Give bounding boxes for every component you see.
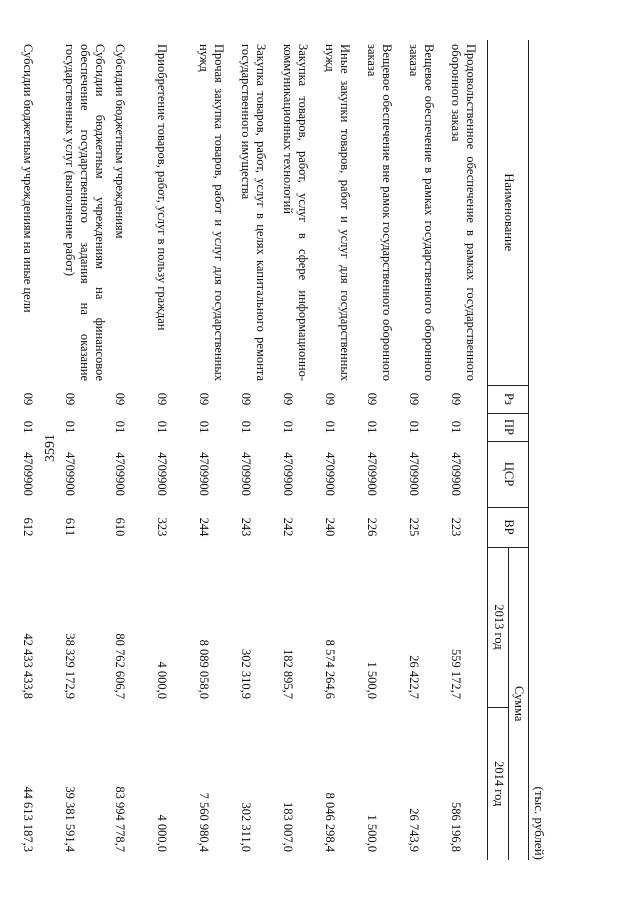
- row-rz-cell: 09: [448, 392, 463, 406]
- row-2013-cell: 38 329 172,9: [63, 633, 77, 699]
- row-name-cell: Субсидии бюджетным учреждениям: [112, 44, 127, 239]
- table-row: [446, 40, 489, 860]
- row-name-cell: Вещевое обеспечение вне рамок государственного оборонного заказа: [364, 44, 394, 381]
- row-csr-cell: 4709900: [196, 452, 211, 496]
- row-name-cell: Продовольственное обеспечение в рамках государственного оборонного заказа: [448, 44, 478, 381]
- header-rz: Рз: [488, 385, 529, 413]
- row-pr-cell: 01: [280, 420, 295, 434]
- row-rz-cell: 09: [112, 392, 127, 406]
- header-csr: ЦСР: [488, 441, 529, 507]
- row-pr-cell: 01: [448, 420, 463, 434]
- row-name-cell: Вещевое обеспечение в рамках государственного оборонного заказа: [406, 44, 436, 381]
- row-csr-cell: 4709900: [112, 452, 127, 496]
- header-name: Наименование: [488, 40, 529, 385]
- header-vr: ВР: [488, 507, 529, 547]
- row-pr-cell: 01: [322, 420, 337, 434]
- row-2014-cell: 83 994 778,7: [112, 786, 127, 852]
- row-2013-cell: 26 422,7: [406, 655, 421, 699]
- row-2014-cell: 7 560 980,4: [196, 792, 211, 852]
- row-2014-cell: 1 500,0: [364, 814, 379, 852]
- row-name-cell: Приобретение товаров, работ, услуг в пользу граждан: [154, 44, 169, 331]
- row-2014-cell: 183 007,0: [280, 802, 295, 852]
- row-csr-cell: 4709900: [406, 452, 421, 496]
- table-row: [362, 40, 404, 860]
- row-rz-cell: 09: [154, 392, 169, 406]
- row-vr-cell: 240: [322, 517, 337, 537]
- row-rz-cell: 09: [238, 392, 253, 406]
- row-csr-cell: 4709900: [63, 452, 77, 496]
- row-vr-cell: 610: [112, 517, 127, 537]
- row-vr-cell: 244: [196, 517, 211, 537]
- row-rz-cell: 09: [406, 392, 421, 406]
- row-2014-cell: 44 613 187,3: [21, 786, 35, 852]
- row-2013-cell: 4 000,0: [154, 661, 169, 699]
- budget-table: [18, 40, 529, 860]
- row-rz-cell: 09: [364, 392, 379, 406]
- row-name-cell: Прочая закупка товаров, работ и услуг для государственных нужд: [196, 44, 226, 381]
- row-csr-cell: 4709900: [21, 452, 35, 496]
- table-row: [404, 40, 446, 860]
- page-number: 3591: [43, 434, 58, 462]
- row-2013-cell: 8 574 264,6: [322, 639, 337, 699]
- row-vr-cell: 226: [364, 517, 379, 537]
- row-pr-cell: 01: [196, 420, 211, 434]
- row-2014-cell: 4 000,0: [154, 814, 169, 852]
- row-rz-cell: 09: [322, 392, 337, 406]
- units-note: (тыс. рублей): [532, 786, 547, 860]
- header-pr: ПР: [488, 413, 529, 441]
- row-name-cell: Закупка товаров, работ, услуг в сфере информационно-коммуникационных технологий: [280, 44, 310, 381]
- row-2013-cell: 182 895,7: [280, 649, 295, 699]
- row-rz-cell: 09: [21, 392, 35, 406]
- row-2014-cell: 586 196,8: [448, 802, 463, 852]
- row-2013-cell: 1 500,0: [364, 661, 379, 699]
- table-row: [194, 40, 236, 860]
- row-2013-cell: 8 089 058,0: [196, 639, 211, 699]
- row-rz-cell: 09: [63, 392, 77, 406]
- row-2014-cell: 302 311,0: [238, 802, 253, 852]
- row-2013-cell: 42 433 433,8: [21, 633, 35, 699]
- row-csr-cell: 4709900: [280, 452, 295, 496]
- table-header: [488, 40, 529, 860]
- row-name-cell: Субсидии бюджетным учреждениям на финансовое обеспечение государственного задания на оказание государственных услуг (выполнение работ): [63, 44, 108, 381]
- row-2014-cell: 39 381 591,4: [63, 786, 77, 852]
- row-pr-cell: 01: [238, 420, 253, 434]
- table-row: [18, 40, 60, 860]
- row-csr-cell: 4709900: [322, 452, 337, 496]
- row-pr-cell: 01: [406, 420, 421, 434]
- row-rz-cell: 09: [196, 392, 211, 406]
- row-name-cell: Субсидии бюджетным учреждениям на иные цели: [21, 44, 35, 313]
- row-vr-cell: 225: [406, 517, 421, 537]
- row-2013-cell: 559 172,7: [448, 649, 463, 699]
- row-csr-cell: 4709900: [364, 452, 379, 496]
- row-pr-cell: 01: [154, 420, 169, 434]
- row-vr-cell: 223: [448, 517, 463, 537]
- row-csr-cell: 4709900: [238, 452, 253, 496]
- row-name-cell: Закупка товаров, работ, услуг в целях капитального ремонта государственного имущества: [238, 44, 268, 381]
- row-vr-cell: 242: [280, 517, 295, 537]
- table-row: [152, 40, 194, 860]
- header-2014: 2014 год: [488, 707, 508, 860]
- row-pr-cell: 01: [63, 420, 77, 434]
- table-row: [236, 40, 278, 860]
- table-body: [18, 40, 488, 860]
- row-name-cell: Иные закупки товаров, работ и услуг для государственных нужд: [322, 44, 352, 381]
- row-vr-cell: 612: [21, 517, 35, 537]
- table-row: [60, 40, 110, 860]
- row-rz-cell: 09: [280, 392, 295, 406]
- row-2013-cell: 302 310,9: [238, 649, 253, 699]
- row-pr-cell: 01: [112, 420, 127, 434]
- row-csr-cell: 4709900: [154, 452, 169, 496]
- row-pr-cell: 01: [364, 420, 379, 434]
- header-sum: Сумма: [508, 547, 528, 860]
- row-2013-cell: 80 762 606,7: [112, 633, 127, 699]
- header-2013: 2013 год: [488, 547, 508, 707]
- table-row: [110, 40, 152, 860]
- row-csr-cell: 4709900: [448, 452, 463, 496]
- row-vr-cell: 323: [154, 517, 169, 537]
- row-vr-cell: 611: [63, 517, 77, 537]
- table-row: [320, 40, 362, 860]
- table-row: [278, 40, 320, 860]
- row-vr-cell: 243: [238, 517, 253, 537]
- row-2014-cell: 26 743,9: [406, 808, 421, 852]
- row-pr-cell: 01: [21, 420, 35, 434]
- row-2014-cell: 8 046 298,4: [322, 792, 337, 852]
